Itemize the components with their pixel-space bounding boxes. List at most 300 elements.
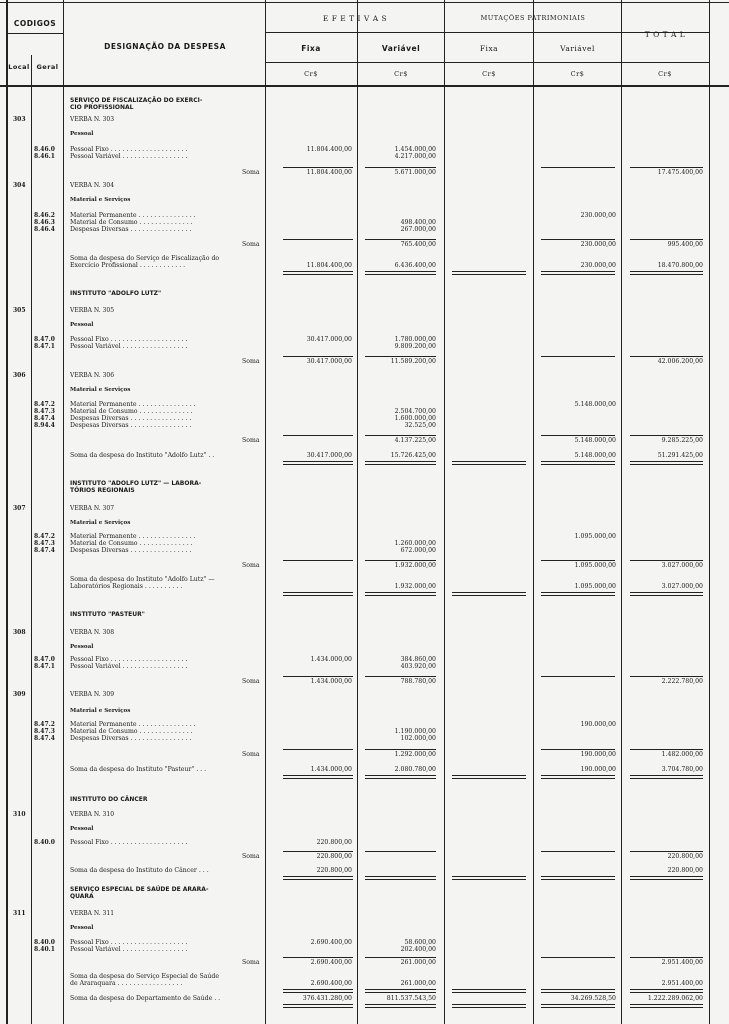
row-description: Exercício Profissional . . . . . . . . . . . . xyxy=(70,262,186,269)
code-geral: 8.47.3 xyxy=(34,728,55,735)
row-description: Pessoal xyxy=(70,131,94,137)
table-row xyxy=(0,853,729,861)
value-efetivas-fixa: 1.434.000,00 xyxy=(310,766,352,773)
value-mutacoes-variavel: 190.000,00 xyxy=(580,721,616,728)
header-variavel: Variável xyxy=(381,44,421,53)
soma-label: Soma xyxy=(242,169,260,176)
value-total: 42.006.200,00 xyxy=(657,358,703,365)
value-total: 3.027.000,00 xyxy=(661,562,703,569)
total-double-rule xyxy=(452,876,526,880)
subtotal-rule xyxy=(541,749,615,750)
soma-label: Soma xyxy=(242,358,260,365)
total-double-rule xyxy=(630,876,703,880)
value-efetivas-variavel: 498.400,00 xyxy=(400,219,436,226)
total-double-rule xyxy=(365,271,436,275)
value-efetivas-variavel: 11.589.200,00 xyxy=(390,358,436,365)
subtotal-rule xyxy=(283,356,353,357)
total-double-rule xyxy=(283,989,353,993)
total-double-rule xyxy=(541,775,615,779)
table-row xyxy=(0,707,729,715)
table-row xyxy=(0,583,729,591)
table-row xyxy=(0,924,729,932)
table-row xyxy=(0,839,729,847)
subtotal-rule xyxy=(283,749,353,750)
row-description: Soma da despesa do Instituto "Pasteur" . . . xyxy=(70,766,207,773)
subtotal-rule xyxy=(541,676,615,677)
value-efetivas-variavel: 4.137.225,00 xyxy=(394,437,436,444)
header-local: Local xyxy=(8,63,30,71)
value-efetivas-fixa: 2.690.400,00 xyxy=(310,980,352,987)
row-description: TÓRIOS REGIONAIS xyxy=(70,487,135,494)
row-description: Despesas Diversas . . . . . . . . . . . . . . . . xyxy=(70,547,192,554)
value-efetivas-fixa: 376.431.280,00 xyxy=(302,995,352,1002)
subtotal-rule xyxy=(365,167,436,168)
code-local: 303 xyxy=(13,116,26,123)
table-row xyxy=(0,343,729,351)
header-cr-4: Cr$ xyxy=(570,70,585,78)
header-mut-variavel: Variável xyxy=(560,44,595,53)
row-description: VERBA N. 308 xyxy=(70,629,115,636)
code-geral: 8.47.1 xyxy=(34,343,55,350)
row-description: Pessoal Variável . . . . . . . . . . . . . . . . . xyxy=(70,343,188,350)
row-description: Despesas Diversas . . . . . . . . . . . . . . . . xyxy=(70,422,192,429)
value-efetivas-fixa: 2.690.400,00 xyxy=(310,939,352,946)
row-description: VERBA N. 304 xyxy=(70,182,115,189)
table-row xyxy=(0,663,729,671)
value-efetivas-fixa: 1.434.000,00 xyxy=(310,656,352,663)
rule-header-bottom xyxy=(0,85,729,87)
total-double-rule xyxy=(283,592,353,596)
row-description: Material de Consumo . . . . . . . . . . . . . . xyxy=(70,408,193,415)
table-row xyxy=(0,169,729,177)
header-cr-1: Cr$ xyxy=(304,70,318,78)
subtotal-rule xyxy=(365,676,436,677)
subtotal-rule xyxy=(365,239,436,240)
table-row xyxy=(0,241,729,249)
subtotal-rule xyxy=(541,435,615,436)
code-geral: 8.46.1 xyxy=(34,153,55,160)
value-efetivas-variavel: 765.400,00 xyxy=(400,241,436,248)
subtotal-rule xyxy=(541,167,615,168)
code-geral: 8.94.4 xyxy=(34,422,55,429)
row-description: Soma da despesa do Instituto do Câncer . . . xyxy=(70,867,209,874)
row-description: SERVIÇO ESPECIAL DE SAÚDE DE ARARA- xyxy=(70,886,209,893)
table-row xyxy=(0,811,729,819)
subtotal-rule xyxy=(541,851,615,852)
row-description: Pessoal Fixo . . . . . . . . . . . . . . . . . . . . xyxy=(70,656,188,663)
value-efetivas-fixa: 30.417.000,00 xyxy=(306,336,352,343)
subtotal-rule xyxy=(541,356,615,357)
table-row xyxy=(0,372,729,380)
value-efetivas-fixa: 30.417.000,00 xyxy=(306,358,352,365)
total-double-rule xyxy=(283,876,353,880)
row-description: Material e Serviços xyxy=(70,708,131,714)
rule-top xyxy=(0,2,729,3)
table-row xyxy=(0,910,729,918)
value-efetivas-variavel: 58.600,00 xyxy=(404,939,436,946)
row-description: VERBA N. 303 xyxy=(70,116,115,123)
value-efetivas-variavel: 267.000,00 xyxy=(400,226,436,233)
row-description: Pessoal Fixo . . . . . . . . . . . . . . . . . . . . xyxy=(70,336,188,343)
row-description: Despesas Diversas . . . . . . . . . . . . . . . . xyxy=(70,735,192,742)
code-local: 304 xyxy=(13,182,26,189)
value-efetivas-variavel: 1.780.000,00 xyxy=(394,336,436,343)
value-efetivas-variavel: 32.525,00 xyxy=(404,422,436,429)
row-description: Material e Serviços xyxy=(70,520,131,526)
value-efetivas-fixa: 220.800,00 xyxy=(316,839,352,846)
value-efetivas-fixa: 2.690.400,00 xyxy=(310,959,352,966)
row-description: INSTITUTO "ADOLFO LUTZ" xyxy=(70,290,162,297)
value-total: 3.027.000,00 xyxy=(661,583,703,590)
row-description: Pessoal Variável . . . . . . . . . . . . . . . . . xyxy=(70,153,188,160)
row-description: CIO PROFISSIONAL xyxy=(70,104,134,111)
value-total: 995.400,00 xyxy=(667,241,703,248)
subtotal-rule xyxy=(630,560,703,561)
code-geral: 8.47.3 xyxy=(34,408,55,415)
row-description: INSTITUTO DO CÂNCER xyxy=(70,796,148,803)
value-efetivas-variavel: 1.190.000,00 xyxy=(394,728,436,735)
soma-label: Soma xyxy=(242,751,260,758)
table-row xyxy=(0,867,729,875)
subtotal-rule xyxy=(283,435,353,436)
table-row xyxy=(0,505,729,513)
table-row xyxy=(0,226,729,234)
total-double-rule xyxy=(283,775,353,779)
subtotal-rule xyxy=(541,239,615,240)
row-description: VERBA N. 309 xyxy=(70,691,115,698)
table-row xyxy=(0,547,729,555)
row-description: SERVIÇO DE FISCALIZAÇÃO DO EXERCI- xyxy=(70,97,203,104)
row-description: Material de Consumo . . . . . . . . . . . . . . xyxy=(70,728,193,735)
value-mutacoes-variavel: 5.148.000,00 xyxy=(574,437,616,444)
table-row xyxy=(0,995,729,1003)
total-double-rule xyxy=(541,271,615,275)
value-efetivas-variavel: 261.000,00 xyxy=(400,980,436,987)
row-description: Pessoal Fixo . . . . . . . . . . . . . . . . . . . . xyxy=(70,839,188,846)
row-description: de Araraquara . . . . . . . . . . . . . . . . . xyxy=(70,980,183,987)
table-row xyxy=(0,153,729,161)
value-mutacoes-variavel: 230.000,00 xyxy=(580,212,616,219)
subtotal-rule xyxy=(283,167,353,168)
code-geral: 8.47.2 xyxy=(34,721,55,728)
row-description: Pessoal xyxy=(70,925,94,931)
code-geral: 8.46.0 xyxy=(34,146,55,153)
row-description: Material e Serviços xyxy=(70,197,131,203)
total-double-rule xyxy=(541,876,615,880)
value-total: 2.951.400,00 xyxy=(661,980,703,987)
table-row xyxy=(0,796,729,804)
value-efetivas-fixa: 220.800,00 xyxy=(316,867,352,874)
row-description: Pessoal Fixo . . . . . . . . . . . . . . . . . . . . xyxy=(70,146,188,153)
code-geral: 8.47.0 xyxy=(34,656,55,663)
row-description: INSTITUTO "PASTEUR" xyxy=(70,611,145,618)
value-efetivas-variavel: 1.932.000,00 xyxy=(394,562,436,569)
row-description: Material e Serviços xyxy=(70,387,131,393)
table-row xyxy=(0,358,729,366)
total-double-rule xyxy=(283,1004,353,1008)
subtotal-rule xyxy=(541,957,615,958)
table-row xyxy=(0,751,729,759)
total-double-rule xyxy=(365,876,436,880)
row-description: Pessoal Fixo . . . . . . . . . . . . . . . . . . . . xyxy=(70,939,188,946)
value-mutacoes-variavel: 190.000,00 xyxy=(580,751,616,758)
value-mutacoes-variavel: 1.095.000,00 xyxy=(574,583,616,590)
row-description: Material de Consumo . . . . . . . . . . . . . . xyxy=(70,219,193,226)
value-efetivas-variavel: 1.454.000,00 xyxy=(394,146,436,153)
table-row xyxy=(0,678,729,686)
code-geral: 8.46.3 xyxy=(34,219,55,226)
table-row xyxy=(0,562,729,570)
total-double-rule xyxy=(283,461,353,465)
value-efetivas-variavel: 15.726.425,00 xyxy=(390,452,436,459)
subtotal-rule xyxy=(365,435,436,436)
total-double-rule xyxy=(630,989,703,993)
code-local: 310 xyxy=(13,811,26,818)
value-total: 18.470.800,00 xyxy=(657,262,703,269)
subtotal-rule xyxy=(630,239,703,240)
table-row xyxy=(0,130,729,138)
code-geral: 8.47.2 xyxy=(34,533,55,540)
rule-header-cr xyxy=(265,62,710,63)
subtotal-rule xyxy=(365,749,436,750)
subtotal-rule xyxy=(630,749,703,750)
table-row xyxy=(0,262,729,270)
subtotal-rule xyxy=(630,356,703,357)
code-geral: 8.40.0 xyxy=(34,839,55,846)
value-mutacoes-variavel: 1.095.000,00 xyxy=(574,562,616,569)
row-description: Pessoal Variável . . . . . . . . . . . . . . . . . xyxy=(70,946,188,953)
row-description: Despesas Diversas . . . . . . . . . . . . . . . . xyxy=(70,415,192,422)
code-geral: 8.47.0 xyxy=(34,336,55,343)
code-geral: 8.47.4 xyxy=(34,547,55,554)
table-row xyxy=(0,629,729,637)
table-row xyxy=(0,321,729,329)
total-double-rule xyxy=(541,989,615,993)
table-row xyxy=(0,825,729,833)
value-mutacoes-variavel: 230.000,00 xyxy=(580,262,616,269)
value-total: 220.800,00 xyxy=(667,853,703,860)
row-description: Soma da despesa do Serviço de Fiscalização do xyxy=(70,255,220,262)
subtotal-rule xyxy=(541,560,615,561)
value-efetivas-variavel: 1.260.000,00 xyxy=(394,540,436,547)
code-local: 307 xyxy=(13,505,26,512)
total-double-rule xyxy=(452,271,526,275)
table-row xyxy=(0,290,729,298)
subtotal-rule xyxy=(283,560,353,561)
value-efetivas-fixa: 11.804.400,00 xyxy=(306,169,352,176)
subtotal-rule xyxy=(283,851,353,852)
value-efetivas-fixa: 11.804.400,00 xyxy=(306,262,352,269)
value-efetivas-variavel: 202.400,00 xyxy=(400,946,436,953)
value-efetivas-variavel: 811.537.543,50 xyxy=(386,995,436,1002)
total-double-rule xyxy=(630,1004,703,1008)
table-row xyxy=(0,893,729,901)
header-geral: Geral xyxy=(36,63,59,71)
soma-label: Soma xyxy=(242,959,260,966)
subtotal-rule xyxy=(365,560,436,561)
total-double-rule xyxy=(541,592,615,596)
value-total: 1.222.289.062,00 xyxy=(647,995,703,1002)
header-cr-2: Cr$ xyxy=(394,70,408,78)
table-row xyxy=(0,422,729,430)
value-efetivas-fixa: 1.434.000,00 xyxy=(310,678,352,685)
value-mutacoes-variavel: 34.269.528,50 xyxy=(570,995,616,1002)
rule-codigos-sub xyxy=(6,33,64,34)
row-description: VERBA N. 305 xyxy=(70,307,115,314)
total-double-rule xyxy=(452,1004,526,1008)
table-row xyxy=(0,691,729,699)
header-codigos: CODIGOS xyxy=(13,19,57,28)
row-description: Pessoal xyxy=(70,826,94,832)
value-mutacoes-variavel: 190.000,00 xyxy=(580,766,616,773)
table-row xyxy=(0,196,729,204)
value-efetivas-variavel: 672.000,00 xyxy=(400,547,436,554)
table-row xyxy=(0,182,729,190)
code-geral: 8.47.4 xyxy=(34,415,55,422)
row-description: Soma da despesa do Serviço Especial de Saúde xyxy=(70,973,220,980)
row-description: VERBA N. 306 xyxy=(70,372,115,379)
table-row xyxy=(0,959,729,967)
table-row xyxy=(0,946,729,954)
table-row xyxy=(0,437,729,445)
table-row xyxy=(0,452,729,460)
row-description: VERBA N. 310 xyxy=(70,811,115,818)
subtotal-rule xyxy=(630,676,703,677)
row-description: Pessoal Variável . . . . . . . . . . . . . . . . . xyxy=(70,663,188,670)
subtotal-rule xyxy=(630,167,703,168)
soma-label: Soma xyxy=(242,241,260,248)
subtotal-rule xyxy=(283,957,353,958)
soma-label: Soma xyxy=(242,853,260,860)
total-double-rule xyxy=(365,461,436,465)
value-efetivas-variavel: 384.860,00 xyxy=(400,656,436,663)
row-description: Pessoal xyxy=(70,644,94,650)
value-efetivas-variavel: 403.920,00 xyxy=(400,663,436,670)
total-double-rule xyxy=(365,775,436,779)
header-cr-5: Cr$ xyxy=(658,70,672,78)
code-local: 311 xyxy=(13,910,26,917)
subtotal-rule xyxy=(283,676,353,677)
row-description: Material Permanente . . . . . . . . . . . . . . . xyxy=(70,533,196,540)
total-double-rule xyxy=(452,592,526,596)
total-double-rule xyxy=(365,1004,436,1008)
code-geral: 8.40.0 xyxy=(34,939,55,946)
row-description: Soma da despesa do Instituto "Adolfo Lutz" . . xyxy=(70,452,215,459)
row-description: Soma da despesa do Departamento de Saúde . . xyxy=(70,995,221,1002)
value-efetivas-variavel: 1.600.000,00 xyxy=(394,415,436,422)
header-cr-3: Cr$ xyxy=(482,70,496,78)
total-double-rule xyxy=(365,989,436,993)
code-geral: 8.46.4 xyxy=(34,226,55,233)
value-efetivas-variavel: 1.932.000,00 xyxy=(394,583,436,590)
header-fixa: Fixa xyxy=(301,44,321,53)
total-double-rule xyxy=(630,271,703,275)
subtotal-rule xyxy=(283,239,353,240)
code-geral: 8.47.1 xyxy=(34,663,55,670)
value-total: 17.475.400,00 xyxy=(657,169,703,176)
value-total: 3.704.780,00 xyxy=(661,766,703,773)
subtotal-rule xyxy=(630,435,703,436)
row-description: Material Permanente . . . . . . . . . . . . . . . xyxy=(70,212,196,219)
value-mutacoes-variavel: 1.095.000,00 xyxy=(574,533,616,540)
code-geral: 8.40.1 xyxy=(34,946,55,953)
value-mutacoes-variavel: 230.000,00 xyxy=(580,241,616,248)
table-row xyxy=(0,104,729,112)
total-double-rule xyxy=(541,1004,615,1008)
value-efetivas-variavel: 2.504.700,00 xyxy=(394,408,436,415)
total-double-rule xyxy=(541,461,615,465)
row-description: Material de Consumo . . . . . . . . . . . . . . xyxy=(70,540,193,547)
value-efetivas-fixa: 30.417.000,00 xyxy=(306,452,352,459)
subtotal-rule xyxy=(365,851,436,852)
table-row xyxy=(0,643,729,651)
header-total: T O T A L xyxy=(644,30,686,39)
header-designacao: DESIGNAÇÃO DA DESPESA xyxy=(104,42,226,51)
soma-label: Soma xyxy=(242,562,260,569)
total-double-rule xyxy=(630,592,703,596)
value-efetivas-variavel: 2.080.780,00 xyxy=(394,766,436,773)
value-efetivas-variavel: 788.780,00 xyxy=(400,678,436,685)
value-efetivas-variavel: 6.436.400,00 xyxy=(394,262,436,269)
subtotal-rule xyxy=(630,957,703,958)
total-double-rule xyxy=(630,775,703,779)
row-description: VERBA N. 311 xyxy=(70,910,115,917)
code-geral: 8.47.2 xyxy=(34,401,55,408)
code-local: 306 xyxy=(13,372,26,379)
table-row xyxy=(0,980,729,988)
value-total: 9.285.225,00 xyxy=(661,437,703,444)
header-mutacoes: MUTAÇÕES PATRIMONIAIS xyxy=(480,14,586,22)
code-local: 305 xyxy=(13,307,26,314)
table-row xyxy=(0,611,729,619)
value-efetivas-variavel: 4.217.000,00 xyxy=(394,153,436,160)
value-mutacoes-variavel: 5.148.000,00 xyxy=(574,452,616,459)
value-total: 2.222.780,00 xyxy=(661,678,703,685)
table-row xyxy=(0,766,729,774)
row-description: Material Permanente . . . . . . . . . . . . . . . xyxy=(70,401,196,408)
total-double-rule xyxy=(452,775,526,779)
row-description: INSTITUTO "ADOLFO LUTZ" — LABORA- xyxy=(70,480,202,487)
subtotal-rule xyxy=(365,356,436,357)
subtotal-rule xyxy=(630,851,703,852)
value-efetivas-variavel: 102.000,00 xyxy=(400,735,436,742)
code-local: 308 xyxy=(13,629,26,636)
row-description: Pessoal xyxy=(70,322,94,328)
table-row xyxy=(0,116,729,124)
value-efetivas-fixa: 11.804.400,00 xyxy=(306,146,352,153)
value-mutacoes-variavel: 5.148.000,00 xyxy=(574,401,616,408)
value-total: 51.291.425,00 xyxy=(657,452,703,459)
row-description: VERBA N. 307 xyxy=(70,505,115,512)
row-description: Material Permanente . . . . . . . . . . . . . . . xyxy=(70,721,196,728)
table-row xyxy=(0,519,729,527)
value-efetivas-variavel: 261.000,00 xyxy=(400,959,436,966)
table-row xyxy=(0,487,729,495)
code-geral: 8.46.2 xyxy=(34,212,55,219)
value-efetivas-variavel: 5.671.000,00 xyxy=(394,169,436,176)
total-double-rule xyxy=(283,271,353,275)
table-row xyxy=(0,386,729,394)
table-row xyxy=(0,307,729,315)
code-geral: 8.47.3 xyxy=(34,540,55,547)
total-double-rule xyxy=(630,461,703,465)
total-double-rule xyxy=(365,592,436,596)
row-description: Despesas Diversas . . . . . . . . . . . . . . . . xyxy=(70,226,192,233)
total-double-rule xyxy=(452,461,526,465)
value-efetivas-fixa: 220.800,00 xyxy=(316,853,352,860)
code-geral: 8.47.4 xyxy=(34,735,55,742)
value-efetivas-variavel: 1.292.000,00 xyxy=(394,751,436,758)
